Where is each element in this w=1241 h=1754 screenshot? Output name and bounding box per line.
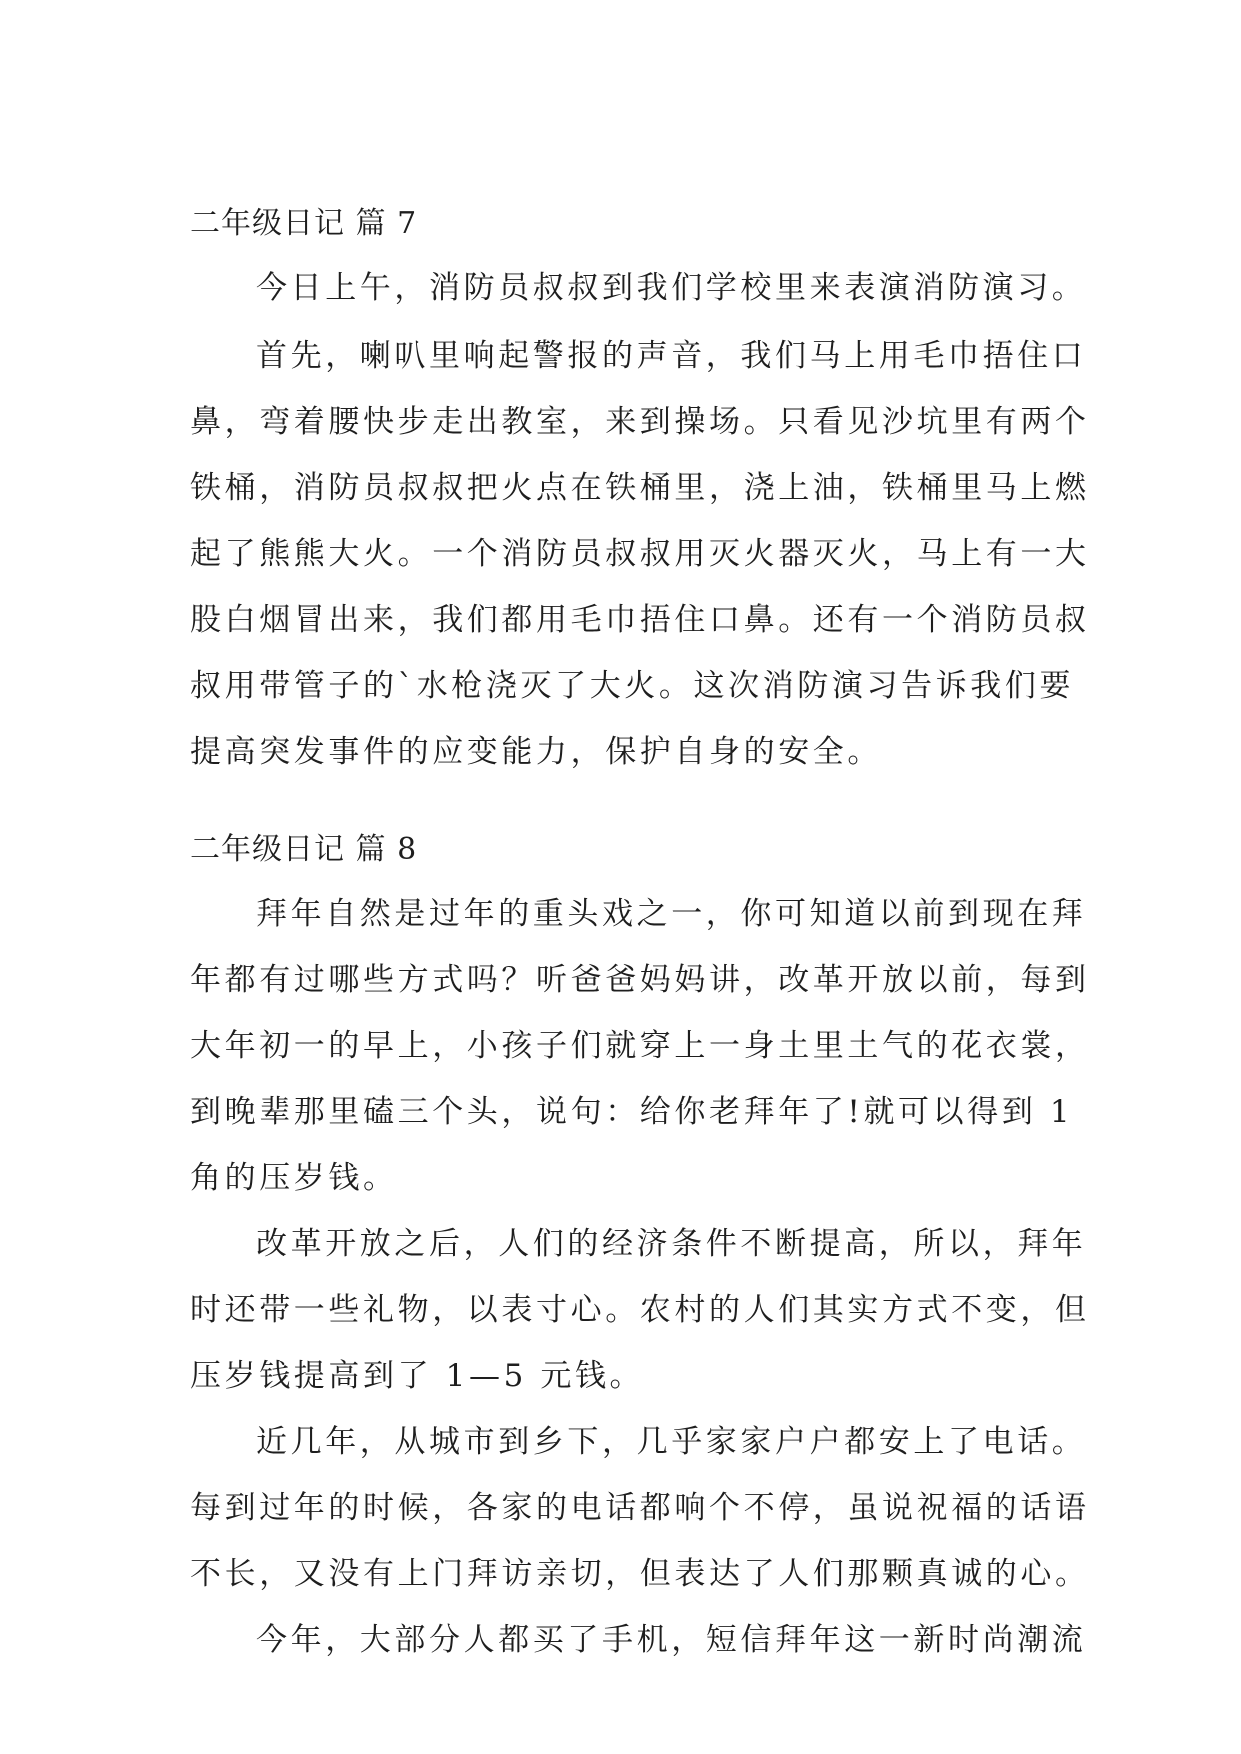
paragraph-line: 今年，大部分人都买了手机，短信拜年这一新时尚潮流	[256, 1622, 1087, 1658]
paragraph-line: 股白烟冒出来，我们都用毛巾捂住口鼻。还有一个消防员叔	[190, 602, 1090, 638]
paragraph-line: 铁桶，消防员叔叔把火点在铁桶里，浇上油，铁桶里马上燃	[190, 470, 1090, 506]
paragraph-line: 拜年自然是过年的重头戏之一，你可知道以前到现在拜	[256, 896, 1087, 932]
paragraph-line: 提高突发事件的应变能力，保护自身的安全。	[190, 734, 882, 770]
paragraph-line: 今日上午，消防员叔叔到我们学校里来表演消防演习。	[256, 270, 1087, 306]
paragraph-line: 时还带一些礼物，以表寸心。农村的人们其实方式不变，但	[190, 1292, 1090, 1328]
paragraph-line: 压岁钱提高到了 1—5 元钱。	[190, 1358, 645, 1394]
paragraph-line: 鼻，弯着腰快步走出教室，来到操场。只看见沙坑里有两个	[190, 404, 1090, 440]
section-title-8: 二年级日记 篇 8	[190, 832, 418, 867]
paragraph-line: 到晚辈那里磕三个头，说句：给你老拜年了!就可以得到 1	[190, 1094, 1074, 1130]
paragraph-line: 改革开放之后，人们的经济条件不断提高，所以，拜年	[256, 1226, 1087, 1262]
paragraph-line: 近几年，从城市到乡下，几乎家家户户都安上了电话。	[256, 1424, 1087, 1460]
paragraph-line: 年都有过哪些方式吗？听爸爸妈妈讲，改革开放以前，每到	[190, 962, 1090, 998]
section-title-7: 二年级日记 篇 7	[190, 206, 418, 241]
paragraph-line: 大年初一的早上，小孩子们就穿上一身土里土气的花衣裳，	[190, 1028, 1090, 1064]
paragraph-line: 角的压岁钱。	[190, 1160, 398, 1196]
paragraph-line: 每到过年的时候，各家的电话都响个不停，虽说祝福的话语	[190, 1490, 1090, 1526]
paragraph-line: 起了熊熊大火。一个消防员叔叔用灭火器灭火，马上有一大	[190, 536, 1090, 572]
paragraph-line: 首先，喇叭里响起警报的声音，我们马上用毛巾捂住口	[256, 338, 1087, 374]
paragraph-line: 叔用带管子的`水枪浇灭了大火。这次消防演习告诉我们要	[190, 668, 1075, 704]
paragraph-line: 不长，又没有上门拜访亲切，但表达了人们那颗真诚的心。	[190, 1556, 1090, 1592]
